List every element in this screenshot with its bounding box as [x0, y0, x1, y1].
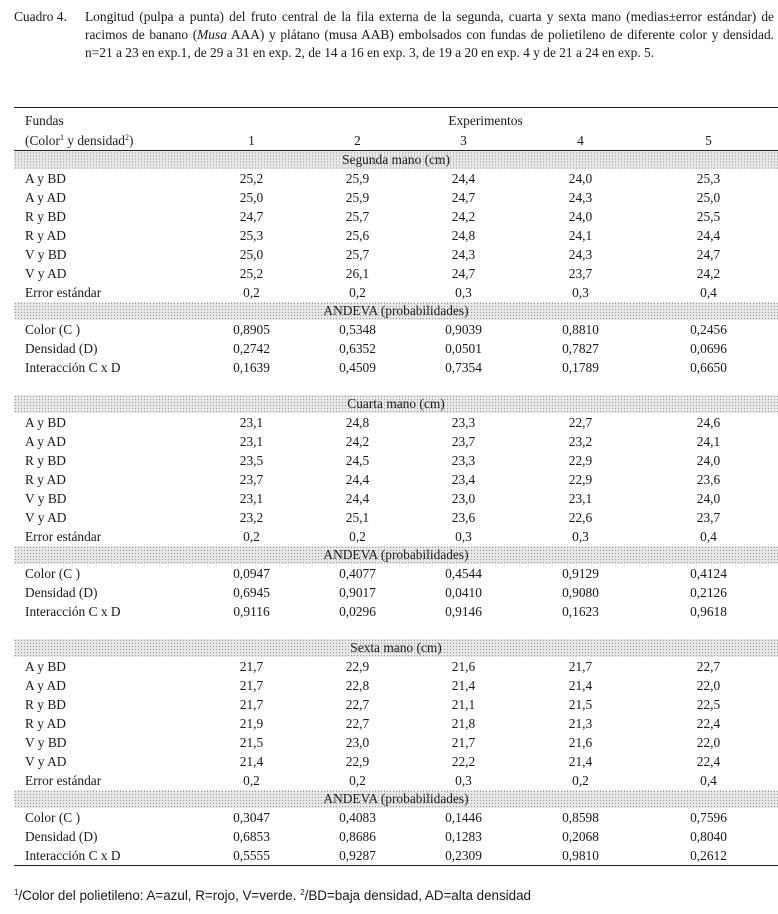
- cell-value: 0,6650: [690, 360, 727, 375]
- cell-value: 0,2309: [405, 846, 522, 866]
- cell-value: 0,1446: [445, 810, 482, 825]
- cell-value: 22,5: [696, 697, 721, 712]
- row-label: V y AD: [25, 510, 67, 525]
- cell-value: 22,8: [345, 678, 370, 693]
- cell-value: 25,7: [345, 209, 370, 224]
- cell-value: 0,8905: [233, 322, 270, 337]
- section-title: Cuarta mano (cm): [347, 396, 445, 411]
- experiment-number: 4: [522, 131, 639, 151]
- row-label: V y BD: [25, 735, 67, 750]
- cell-value: 24,4: [696, 228, 721, 243]
- cell-value: 0,8598: [562, 810, 599, 825]
- table-body: [14, 151, 778, 866]
- cell-value: 0,8686: [339, 829, 376, 844]
- row-label: R y AD: [25, 472, 66, 487]
- cell-value: 0,9618: [690, 604, 727, 619]
- row-label: Interacción C x D: [25, 604, 121, 619]
- cell-value: 23,1: [239, 434, 264, 449]
- row-label: Color (C ): [25, 810, 81, 825]
- cell-value: 25,5: [696, 209, 721, 224]
- row-label: V y BD: [25, 491, 67, 506]
- cell-value: 0,9080: [562, 585, 599, 600]
- table-row: [14, 470, 778, 489]
- cell-value: 0,0947: [233, 566, 270, 581]
- cell-value: 0,2742: [233, 341, 270, 356]
- cell-value: 24,7: [696, 247, 721, 262]
- cell-value: 24,7: [451, 190, 476, 205]
- cell-value: 0,1623: [562, 604, 599, 619]
- cell-value: 24,2: [696, 266, 721, 281]
- table-row: [14, 489, 778, 508]
- cell-value: 0,2612: [639, 846, 778, 866]
- cell-value: 23,4: [451, 472, 476, 487]
- anova-row: [14, 358, 778, 377]
- cell-value: 21,6: [568, 735, 593, 750]
- cell-value: 25,9: [345, 190, 370, 205]
- experiments-header: Experimentos: [193, 108, 778, 132]
- table-row: [14, 657, 778, 676]
- cell-value: 21,4: [568, 678, 593, 693]
- cell-value: 23,5: [239, 453, 264, 468]
- cell-value: 22,7: [345, 697, 370, 712]
- row-label: Error estándar: [25, 285, 102, 300]
- row-label: A y BD: [25, 659, 66, 674]
- anova-header: [14, 546, 778, 564]
- table-row: [14, 413, 778, 432]
- cell-value: 0,4: [700, 773, 717, 788]
- cell-value: 21,7: [568, 659, 593, 674]
- anova-row: [14, 846, 778, 866]
- table-row: [14, 771, 778, 790]
- table-row: [14, 207, 778, 226]
- cell-value: 0,2: [243, 773, 260, 788]
- cell-value: 0,0501: [445, 341, 482, 356]
- table-row: [14, 169, 778, 188]
- experiment-number: 2: [310, 131, 405, 151]
- cell-value: 21,4: [239, 754, 264, 769]
- row-label: Densidad (D): [25, 341, 98, 356]
- data-table: [14, 107, 778, 866]
- cell-value: 0,2: [243, 285, 260, 300]
- table-row: [14, 714, 778, 733]
- anova-header: [14, 790, 778, 808]
- anova-row: [14, 339, 778, 358]
- table-row: [14, 264, 778, 283]
- caption-italic: Musa: [197, 27, 227, 42]
- cell-value: 23,0: [451, 491, 476, 506]
- cell-value: 23,1: [239, 491, 264, 506]
- cell-value: 0,2: [243, 529, 260, 544]
- cell-value: 22,0: [696, 678, 721, 693]
- cell-value: 24,7: [451, 266, 476, 281]
- cell-value: 0,6352: [339, 341, 376, 356]
- section-header: [14, 639, 778, 657]
- cell-value: 0,2: [572, 773, 589, 788]
- row-label: A y AD: [25, 434, 66, 449]
- row-label: Densidad (D): [25, 585, 98, 600]
- row-label: Color (C ): [25, 566, 81, 581]
- cell-value: 0,9129: [562, 566, 599, 581]
- cell-value: 22,4: [696, 754, 721, 769]
- anova-row: [14, 320, 778, 339]
- cell-value: 25,3: [239, 228, 264, 243]
- cell-value: 0,4077: [339, 566, 376, 581]
- cell-value: 0,4: [700, 285, 717, 300]
- cell-value: 21,4: [568, 754, 593, 769]
- table-row: [14, 432, 778, 451]
- row-label: A y BD: [25, 171, 66, 186]
- cell-value: 24,5: [345, 453, 370, 468]
- cell-value: 21,5: [239, 735, 264, 750]
- cell-value: 0,2068: [562, 829, 599, 844]
- cell-value: 24,2: [345, 434, 370, 449]
- table-row: [14, 527, 778, 546]
- row-label: R y BD: [25, 209, 66, 224]
- cell-value: 0,3: [572, 529, 589, 544]
- anova-title: ANDEVA (probabilidades): [323, 303, 469, 318]
- row-label: V y AD: [25, 754, 67, 769]
- cell-value: 0,1639: [233, 360, 270, 375]
- cell-value: 23,3: [451, 453, 476, 468]
- section-spacer: [14, 377, 778, 395]
- cell-value: 25,1: [345, 510, 370, 525]
- cell-value: 0,9039: [445, 322, 482, 337]
- cell-value: 0,5555: [193, 846, 310, 866]
- cell-value: 0,1789: [562, 360, 599, 375]
- cell-value: 0,4544: [445, 566, 482, 581]
- fundas-header: Fundas: [14, 108, 193, 132]
- cell-value: 24,4: [345, 472, 370, 487]
- cell-value: 24,1: [696, 434, 721, 449]
- anova-row: [14, 808, 778, 827]
- cell-value: 0,8040: [690, 829, 727, 844]
- cell-value: 0,9287: [310, 846, 405, 866]
- cell-value: 26,1: [345, 266, 370, 281]
- cell-value: 0,8810: [562, 322, 599, 337]
- caption-text: Longitud (pulpa a punta) del fruto central de la fila externa de la segunda, cuarta y sexta mano (medias±error estándar) de racimos de banano (Musa AAA) y plátano (musa AAB) embolsados con fundas de polietileno de diferente color y densidad. n=21 a 23 en exp.1, de 29 a 31 en exp. 2, de 14 a 16 en exp. 3, de 19 a 20 en exp. 4 y de 21 a 24 en exp. 5.: [85, 9, 774, 60]
- cell-value: 21,7: [239, 678, 264, 693]
- row-label: V y BD: [25, 247, 67, 262]
- cell-value: 0,2126: [690, 585, 727, 600]
- anova-row: [14, 564, 778, 583]
- row-label: R y BD: [25, 453, 66, 468]
- cell-value: 22,7: [568, 415, 593, 430]
- cell-value: 24,7: [239, 209, 264, 224]
- cell-value: 22,2: [451, 754, 476, 769]
- cell-value: 25,9: [345, 171, 370, 186]
- cell-value: 23,3: [451, 415, 476, 430]
- anova-title: ANDEVA (probabilidades): [323, 791, 469, 806]
- cell-value: 21,5: [568, 697, 593, 712]
- cell-value: 0,1283: [445, 829, 482, 844]
- cell-value: 22,0: [696, 735, 721, 750]
- cell-value: 25,0: [696, 190, 721, 205]
- cell-value: 0,9116: [233, 604, 270, 619]
- cell-value: 0,0296: [339, 604, 376, 619]
- header-row-2: [14, 131, 778, 151]
- cell-value: 24,8: [451, 228, 476, 243]
- cell-value: 0,9146: [445, 604, 482, 619]
- cell-value: 0,0696: [690, 341, 727, 356]
- cell-value: 23,2: [568, 434, 593, 449]
- table-row: [14, 245, 778, 264]
- cell-value: 21,3: [568, 716, 593, 731]
- cell-value: 24,0: [568, 171, 593, 186]
- cell-value: 0,6853: [233, 829, 270, 844]
- cell-value: 23,7: [696, 510, 721, 525]
- cell-value: 0,0410: [445, 585, 482, 600]
- table-row: [14, 752, 778, 771]
- header-row-1: [14, 108, 778, 132]
- experiment-number: 5: [639, 131, 778, 151]
- table-row: [14, 283, 778, 302]
- section-header: [14, 395, 778, 413]
- cell-value: 0,4: [700, 529, 717, 544]
- cell-value: 23,6: [696, 472, 721, 487]
- anova-row: [14, 583, 778, 602]
- cell-value: 21,9: [239, 716, 264, 731]
- cell-value: 0,2: [349, 529, 366, 544]
- experiment-number: 1: [193, 131, 310, 151]
- cell-value: 22,9: [568, 472, 593, 487]
- cell-value: 23,7: [239, 472, 264, 487]
- anova-header: [14, 302, 778, 320]
- row-label: R y AD: [25, 228, 66, 243]
- cell-value: 24,8: [345, 415, 370, 430]
- table-row: [14, 676, 778, 695]
- cell-value: 21,7: [451, 735, 476, 750]
- cell-value: 0,4083: [339, 810, 376, 825]
- row-label: A y BD: [25, 415, 66, 430]
- cell-value: 22,9: [345, 754, 370, 769]
- cell-value: 21,1: [451, 697, 476, 712]
- cell-value: 24,3: [568, 190, 593, 205]
- row-label: Interacción C x D: [25, 360, 121, 375]
- cell-value: 23,1: [568, 491, 593, 506]
- cell-value: 0,2456: [690, 322, 727, 337]
- cell-value: 0,3: [455, 773, 472, 788]
- row-label: A y AD: [25, 678, 66, 693]
- cell-value: 23,6: [451, 510, 476, 525]
- section-spacer: [14, 621, 778, 639]
- cell-value: 0,2: [349, 773, 366, 788]
- cell-value: 22,4: [696, 716, 721, 731]
- cell-value: 0,3: [455, 529, 472, 544]
- cell-value: 23,0: [345, 735, 370, 750]
- cell-value: 0,4509: [339, 360, 376, 375]
- cell-value: 24,0: [696, 491, 721, 506]
- cell-value: 23,1: [239, 415, 264, 430]
- cell-value: 23,2: [239, 510, 264, 525]
- anova-title: ANDEVA (probabilidades): [323, 547, 469, 562]
- cell-value: 25,3: [696, 171, 721, 186]
- cell-value: 23,7: [451, 434, 476, 449]
- cell-value: 0,4124: [690, 566, 727, 581]
- row-label: A y AD: [25, 190, 66, 205]
- table-row: [14, 508, 778, 527]
- cell-value: 24,0: [568, 209, 593, 224]
- row-label: Error estándar: [25, 529, 102, 544]
- cell-value: 24,2: [451, 209, 476, 224]
- section-title: Segunda mano (cm): [342, 152, 450, 167]
- cell-value: 24,4: [451, 171, 476, 186]
- table-row: [14, 695, 778, 714]
- cell-value: 21,4: [451, 678, 476, 693]
- footnote: $^1$/Color del polietileno: A=azul, R=rojo, V=verde. $^2$/BD=baja densidad, AD=alta densidad: [14, 888, 531, 903]
- experiment-number: 3: [405, 131, 522, 151]
- cell-value: 21,6: [451, 659, 476, 674]
- table-row: [14, 451, 778, 470]
- cell-value: 22,6: [568, 510, 593, 525]
- cell-value: 21,7: [239, 697, 264, 712]
- cell-value: 24,0: [696, 453, 721, 468]
- row-label: Interacción C x D: [14, 846, 193, 866]
- row-label: Error estándar: [25, 773, 102, 788]
- cell-value: 0,6945: [233, 585, 270, 600]
- section-header: [14, 151, 778, 170]
- anova-row: [14, 602, 778, 621]
- row-label: R y BD: [25, 697, 66, 712]
- cell-value: 25,6: [345, 228, 370, 243]
- cell-value: 22,7: [696, 659, 721, 674]
- color-density-header: (Color$^1$ y densidad$^2$): [14, 131, 193, 151]
- cell-value: 24,1: [568, 228, 593, 243]
- cell-value: 0,7596: [690, 810, 727, 825]
- section-title: Sexta mano (cm): [350, 640, 442, 655]
- cell-value: 21,8: [451, 716, 476, 731]
- table-caption: [14, 8, 774, 62]
- table-row: [14, 226, 778, 245]
- row-label: Color (C ): [25, 322, 81, 337]
- cell-value: 0,9810: [522, 846, 639, 866]
- cell-value: 25,0: [239, 247, 264, 262]
- row-label: R y AD: [25, 716, 66, 731]
- cell-value: 0,3: [572, 285, 589, 300]
- caption-label: Cuadro 4.: [14, 9, 67, 24]
- cell-value: 0,2: [349, 285, 366, 300]
- cell-value: 25,0: [239, 190, 264, 205]
- cell-value: 0,7827: [562, 341, 599, 356]
- cell-value: 24,4: [345, 491, 370, 506]
- cell-value: 22,9: [345, 659, 370, 674]
- cell-value: 25,7: [345, 247, 370, 262]
- cell-value: 25,2: [239, 266, 264, 281]
- row-label: V y AD: [25, 266, 67, 281]
- table-row: [14, 188, 778, 207]
- cell-value: 0,3047: [233, 810, 270, 825]
- row-label: Densidad (D): [25, 829, 98, 844]
- cell-value: 0,3: [455, 285, 472, 300]
- cell-value: 0,9017: [339, 585, 376, 600]
- cell-value: 24,3: [568, 247, 593, 262]
- cell-value: 23,7: [568, 266, 593, 281]
- cell-value: 0,7354: [445, 360, 482, 375]
- cell-value: 24,6: [696, 415, 721, 430]
- anova-row: [14, 827, 778, 846]
- cell-value: 25,2: [239, 171, 264, 186]
- table-row: [14, 733, 778, 752]
- cell-value: 22,7: [345, 716, 370, 731]
- cell-value: 24,3: [451, 247, 476, 262]
- cell-value: 21,7: [239, 659, 264, 674]
- cell-value: 22,9: [568, 453, 593, 468]
- cell-value: 0,5348: [339, 322, 376, 337]
